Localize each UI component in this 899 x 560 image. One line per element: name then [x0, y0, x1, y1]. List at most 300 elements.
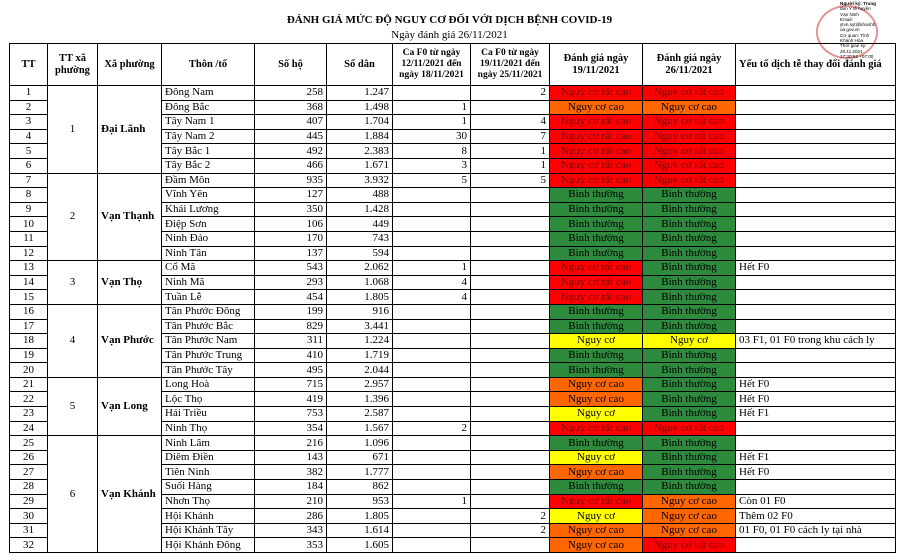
risk-level-26-11: Nguy cơ cao: [643, 509, 736, 524]
population: 594: [327, 246, 393, 261]
risk-level-19-11: Bình thường: [550, 436, 643, 451]
f0-cases-week1: 8: [393, 144, 471, 159]
risk-level-19-11: Nguy cơ rất cao: [550, 144, 643, 159]
epidemiological-factor: [736, 290, 896, 305]
epidemiological-factor: [736, 144, 896, 159]
household-count: 184: [255, 480, 327, 495]
f0-cases-week2: [471, 100, 550, 115]
row-number: 14: [10, 275, 48, 290]
village-name: Lộc Thọ: [162, 392, 255, 407]
household-count: 137: [255, 246, 327, 261]
risk-level-26-11: Nguy cơ: [643, 334, 736, 349]
signature-line: Khánh Hòa: [840, 38, 863, 44]
population: 743: [327, 231, 393, 246]
f0-cases-week2: [471, 392, 550, 407]
household-count: 466: [255, 158, 327, 173]
household-count: 753: [255, 407, 327, 422]
commune-number: 4: [48, 304, 98, 377]
population: 2.062: [327, 261, 393, 276]
f0-cases-week1: [393, 523, 471, 538]
row-number: 30: [10, 509, 48, 524]
household-count: 935: [255, 173, 327, 188]
risk-level-19-11: Nguy cơ: [550, 509, 643, 524]
row-number: 23: [10, 407, 48, 422]
epidemiological-factor: [736, 421, 896, 436]
population: 1.396: [327, 392, 393, 407]
population: 1.224: [327, 334, 393, 349]
risk-level-26-11: Nguy cơ rất cao: [643, 421, 736, 436]
col-header-f0-week1: Ca F0 từ ngày 12/11/2021 đến ngày 18/11/2021: [393, 44, 471, 86]
commune-number: 3: [48, 261, 98, 305]
f0-cases-week1: [393, 202, 471, 217]
table-row: [10, 436, 896, 451]
row-number: 11: [10, 231, 48, 246]
table-row: [10, 261, 896, 276]
row-number: 19: [10, 348, 48, 363]
signature-line: Email:: [840, 16, 853, 22]
f0-cases-week2: 2: [471, 509, 550, 524]
epidemiological-factor: Hết F1: [736, 407, 896, 422]
commune-number: 5: [48, 377, 98, 435]
risk-assessment-table: [9, 43, 896, 553]
commune-name: Vạn Phước: [98, 304, 162, 377]
population: 3.441: [327, 319, 393, 334]
epidemiological-factor: [736, 173, 896, 188]
village-name: Tân Phước Trung: [162, 348, 255, 363]
signature-line: Người ký: Trung: [840, 1, 876, 6]
risk-level-19-11: Bình thường: [550, 217, 643, 232]
f0-cases-week2: [471, 188, 550, 203]
risk-level-26-11: Nguy cơ rất cao: [643, 129, 736, 144]
risk-level-19-11: Nguy cơ: [550, 450, 643, 465]
row-number: 10: [10, 217, 48, 232]
f0-cases-week2: [471, 465, 550, 480]
household-count: 492: [255, 144, 327, 159]
f0-cases-week2: [471, 407, 550, 422]
col-header-so-ho: Số hộ: [255, 44, 327, 86]
f0-cases-week1: 4: [393, 275, 471, 290]
row-number: 20: [10, 363, 48, 378]
epidemiological-factor: [736, 304, 896, 319]
risk-level-26-11: Nguy cơ rất cao: [643, 538, 736, 553]
row-number: 18: [10, 334, 48, 349]
population: 1.671: [327, 158, 393, 173]
col-header-eval-19-11: Đánh giá ngày 19/11/2021: [550, 44, 643, 86]
f0-cases-week2: [471, 231, 550, 246]
f0-cases-week2: [471, 217, 550, 232]
f0-cases-week1: 4: [393, 290, 471, 305]
population: 1.567: [327, 421, 393, 436]
f0-cases-week1: [393, 348, 471, 363]
col-header-thon: Thôn /tổ: [162, 44, 255, 86]
population: 1.096: [327, 436, 393, 451]
risk-level-26-11: Bình thường: [643, 377, 736, 392]
f0-cases-week1: 1: [393, 100, 471, 115]
f0-cases-week2: 7: [471, 129, 550, 144]
f0-cases-week2: [471, 202, 550, 217]
population: 2.957: [327, 377, 393, 392]
col-header-eval-26-11: Đánh giá ngày 26/11/2021: [643, 44, 736, 86]
f0-cases-week1: 5: [393, 173, 471, 188]
f0-cases-week1: [393, 450, 471, 465]
col-header-tt: TT: [10, 44, 48, 86]
signature-line: Thời gian ký:: [840, 43, 867, 49]
f0-cases-week2: [471, 275, 550, 290]
epidemiological-factor: 01 F0, 01 F0 cách ly tại nhà: [736, 523, 896, 538]
village-name: Ninh Mã: [162, 275, 255, 290]
population: 1.614: [327, 523, 393, 538]
risk-level-19-11: Nguy cơ rất cao: [550, 290, 643, 305]
row-number: 28: [10, 480, 48, 495]
risk-level-26-11: Bình thường: [643, 202, 736, 217]
risk-level-19-11: Nguy cơ rất cao: [550, 129, 643, 144]
epidemiological-factor: [736, 363, 896, 378]
risk-level-26-11: Bình thường: [643, 246, 736, 261]
row-number: 6: [10, 158, 48, 173]
risk-level-26-11: Bình thường: [643, 217, 736, 232]
population: 2.383: [327, 144, 393, 159]
row-number: 32: [10, 538, 48, 553]
risk-level-26-11: Bình thường: [643, 392, 736, 407]
household-count: 407: [255, 115, 327, 130]
epidemiological-factor: Hết F0: [736, 377, 896, 392]
epidemiological-factor: Hết F0: [736, 465, 896, 480]
row-number: 26: [10, 450, 48, 465]
household-count: 286: [255, 509, 327, 524]
commune-number: 2: [48, 173, 98, 261]
risk-level-26-11: Bình thường: [643, 275, 736, 290]
row-number: 12: [10, 246, 48, 261]
f0-cases-week2: [471, 261, 550, 276]
page-title: ĐÁNH GIÁ MỨC ĐỘ NGUY CƠ ĐỐI VỚI DỊCH BỆNH COVID-19: [286, 14, 613, 26]
risk-level-19-11: Bình thường: [550, 363, 643, 378]
table-body: [10, 86, 896, 553]
epidemiological-factor: [736, 348, 896, 363]
epidemiological-factor: [736, 202, 896, 217]
row-number: 17: [10, 319, 48, 334]
household-count: 143: [255, 450, 327, 465]
f0-cases-week1: [393, 392, 471, 407]
epidemiological-factor: [736, 436, 896, 451]
village-name: Tây Bắc 2: [162, 158, 255, 173]
commune-name: Đại Lãnh: [98, 86, 162, 174]
household-count: 210: [255, 494, 327, 509]
table-row: [10, 304, 896, 319]
f0-cases-week2: 2: [471, 523, 550, 538]
col-header-factor: Yếu tố dịch tễ thay đổi đánh giá: [736, 44, 896, 86]
household-count: 410: [255, 348, 327, 363]
row-number: 31: [10, 523, 48, 538]
population: 862: [327, 480, 393, 495]
risk-level-26-11: Bình thường: [643, 231, 736, 246]
village-name: Ninh Tân: [162, 246, 255, 261]
village-name: Hội Khánh Đông: [162, 538, 255, 553]
row-number: 13: [10, 261, 48, 276]
village-name: Diêm Điền: [162, 450, 255, 465]
risk-level-19-11: Nguy cơ rất cao: [550, 275, 643, 290]
signature-line: oa.gov.vn: [840, 27, 860, 33]
village-name: Hội Khánh Tây: [162, 523, 255, 538]
village-name: Tây Nam 2: [162, 129, 255, 144]
f0-cases-week1: [393, 304, 471, 319]
population: 1.605: [327, 538, 393, 553]
row-number: 7: [10, 173, 48, 188]
risk-level-26-11: Bình thường: [643, 290, 736, 305]
population: 953: [327, 494, 393, 509]
signature-line: tâm Y tế huyện: [840, 6, 871, 12]
signature-line: Cơ quan: Tỉnh: [840, 32, 870, 38]
row-number: 21: [10, 377, 48, 392]
risk-level-19-11: Bình thường: [550, 348, 643, 363]
risk-level-26-11: Bình thường: [643, 407, 736, 422]
row-number: 22: [10, 392, 48, 407]
village-name: Đông Bắc: [162, 100, 255, 115]
commune-name: Vạn Khánh: [98, 436, 162, 553]
risk-level-26-11: Nguy cơ cao: [643, 523, 736, 538]
epidemiological-factor: [736, 231, 896, 246]
village-name: Đầm Môn: [162, 173, 255, 188]
f0-cases-week2: [471, 377, 550, 392]
epidemiological-factor: Hết F0: [736, 392, 896, 407]
household-count: 311: [255, 334, 327, 349]
f0-cases-week2: [471, 363, 550, 378]
commune-number: 6: [48, 436, 98, 553]
risk-level-26-11: Nguy cơ rất cao: [643, 86, 736, 101]
epidemiological-factor: [736, 246, 896, 261]
village-name: Hội Khánh: [162, 509, 255, 524]
risk-level-26-11: Nguy cơ rất cao: [643, 173, 736, 188]
f0-cases-week1: [393, 246, 471, 261]
village-name: Ninh Lâm: [162, 436, 255, 451]
row-number: 2: [10, 100, 48, 115]
population: 1.777: [327, 465, 393, 480]
row-number: 8: [10, 188, 48, 203]
row-number: 15: [10, 290, 48, 305]
epidemiological-factor: [736, 115, 896, 130]
row-number: 27: [10, 465, 48, 480]
household-count: 350: [255, 202, 327, 217]
epidemiological-factor: [736, 275, 896, 290]
row-number: 25: [10, 436, 48, 451]
village-name: Long Hoà: [162, 377, 255, 392]
risk-level-19-11: Nguy cơ: [550, 334, 643, 349]
village-name: Ninh Thọ: [162, 421, 255, 436]
f0-cases-week2: 5: [471, 173, 550, 188]
population: 1.428: [327, 202, 393, 217]
commune-name: Vạn Thọ: [98, 261, 162, 305]
household-count: 293: [255, 275, 327, 290]
village-name: Tân Phước Nam: [162, 334, 255, 349]
f0-cases-week1: [393, 334, 471, 349]
population: 1.247: [327, 86, 393, 101]
epidemiological-factor: [736, 100, 896, 115]
household-count: 454: [255, 290, 327, 305]
village-name: Ninh Đảo: [162, 231, 255, 246]
row-number: 4: [10, 129, 48, 144]
village-name: Tây Bắc 1: [162, 144, 255, 159]
household-count: 353: [255, 538, 327, 553]
epidemiological-factor: [736, 480, 896, 495]
risk-level-19-11: Bình thường: [550, 246, 643, 261]
village-name: Cổ Mã: [162, 261, 255, 276]
village-name: Hải Triều: [162, 407, 255, 422]
epidemiological-factor: [736, 129, 896, 144]
risk-level-26-11: Bình thường: [643, 304, 736, 319]
f0-cases-week2: 1: [471, 158, 550, 173]
f0-cases-week1: 2: [393, 421, 471, 436]
f0-cases-week1: 1: [393, 261, 471, 276]
household-count: 445: [255, 129, 327, 144]
f0-cases-week2: [471, 480, 550, 495]
risk-level-19-11: Nguy cơ: [550, 407, 643, 422]
risk-level-26-11: Nguy cơ cao: [643, 100, 736, 115]
f0-cases-week2: 1: [471, 144, 550, 159]
household-count: 495: [255, 363, 327, 378]
village-name: Tây Nam 1: [162, 115, 255, 130]
population: 3.932: [327, 173, 393, 188]
risk-level-26-11: Bình thường: [643, 261, 736, 276]
village-name: Khải Lương: [162, 202, 255, 217]
row-number: 29: [10, 494, 48, 509]
f0-cases-week2: 2: [471, 86, 550, 101]
village-name: Nhơn Thọ: [162, 494, 255, 509]
household-count: 543: [255, 261, 327, 276]
epidemiological-factor: [736, 217, 896, 232]
row-number: 9: [10, 202, 48, 217]
population: 1.805: [327, 509, 393, 524]
village-name: Tân Phước Bắc: [162, 319, 255, 334]
f0-cases-week1: 1: [393, 115, 471, 130]
f0-cases-week1: [393, 377, 471, 392]
household-count: 829: [255, 319, 327, 334]
risk-level-26-11: Nguy cơ rất cao: [643, 144, 736, 159]
risk-level-19-11: Nguy cơ cao: [550, 465, 643, 480]
f0-cases-week1: [393, 465, 471, 480]
col-header-f0-week2: Ca F0 từ ngày 19/11/2021 đến ngày 25/11/2021: [471, 44, 550, 86]
f0-cases-week2: [471, 538, 550, 553]
epidemiological-factor: Thêm 02 F0: [736, 509, 896, 524]
signature-line: Vạn Ninh: [840, 11, 859, 17]
table-row: [10, 173, 896, 188]
village-name: Tiên Ninh: [162, 465, 255, 480]
village-name: Đông Nam: [162, 86, 255, 101]
col-header-so-dan: Số dân: [327, 44, 393, 86]
population: 2.044: [327, 363, 393, 378]
epidemiological-factor: Hết F0: [736, 261, 896, 276]
household-count: 216: [255, 436, 327, 451]
f0-cases-week1: 30: [393, 129, 471, 144]
f0-cases-week1: [393, 86, 471, 101]
commune-name: Vạn Long: [98, 377, 162, 435]
risk-level-26-11: Bình thường: [643, 465, 736, 480]
risk-level-26-11: Bình thường: [643, 319, 736, 334]
f0-cases-week2: [471, 421, 550, 436]
population: 488: [327, 188, 393, 203]
signature-line: 17:30:52 +07:00: [840, 53, 874, 59]
household-count: 106: [255, 217, 327, 232]
row-number: 1: [10, 86, 48, 101]
household-count: 343: [255, 523, 327, 538]
village-name: Tân Phước Tây: [162, 363, 255, 378]
f0-cases-week2: [471, 450, 550, 465]
population: 1.704: [327, 115, 393, 130]
table-row: [10, 86, 896, 101]
risk-level-19-11: Nguy cơ rất cao: [550, 115, 643, 130]
risk-level-19-11: Nguy cơ cao: [550, 377, 643, 392]
col-header-xa-phuong: Xã phường: [98, 44, 162, 86]
risk-level-19-11: Nguy cơ rất cao: [550, 86, 643, 101]
signature-line: 26.11.2021: [840, 48, 863, 54]
household-count: 368: [255, 100, 327, 115]
epidemiological-factor: [736, 538, 896, 553]
population: 1.884: [327, 129, 393, 144]
risk-level-26-11: Bình thường: [643, 363, 736, 378]
population: 1.719: [327, 348, 393, 363]
risk-level-26-11: Nguy cơ rất cao: [643, 115, 736, 130]
f0-cases-week2: 4: [471, 115, 550, 130]
risk-level-26-11: Bình thường: [643, 480, 736, 495]
village-name: Vĩnh Yên: [162, 188, 255, 203]
risk-level-26-11: Bình thường: [643, 436, 736, 451]
risk-level-19-11: Nguy cơ cao: [550, 538, 643, 553]
f0-cases-week1: 1: [393, 494, 471, 509]
f0-cases-week1: [393, 480, 471, 495]
f0-cases-week1: [393, 538, 471, 553]
col-header-tt-xa: TT xã phường: [48, 44, 98, 86]
epidemiological-factor: Hết F1: [736, 450, 896, 465]
f0-cases-week1: [393, 231, 471, 246]
risk-level-19-11: Bình thường: [550, 480, 643, 495]
commune-name: Vạn Thạnh: [98, 173, 162, 261]
population: 671: [327, 450, 393, 465]
risk-level-19-11: Nguy cơ rất cao: [550, 173, 643, 188]
f0-cases-week1: 3: [393, 158, 471, 173]
f0-cases-week2: [471, 436, 550, 451]
household-count: 382: [255, 465, 327, 480]
f0-cases-week1: [393, 436, 471, 451]
f0-cases-week2: [471, 319, 550, 334]
epidemiological-factor: 03 F1, 01 F0 trong khu cách ly: [736, 334, 896, 349]
village-name: Tân Phước Đông: [162, 304, 255, 319]
population: 916: [327, 304, 393, 319]
household-count: 354: [255, 421, 327, 436]
f0-cases-week2: [471, 334, 550, 349]
village-name: Suối Hàng: [162, 480, 255, 495]
epidemiological-factor: [736, 158, 896, 173]
risk-level-19-11: Nguy cơ rất cao: [550, 261, 643, 276]
household-count: 258: [255, 86, 327, 101]
row-number: 3: [10, 115, 48, 130]
population: 1.068: [327, 275, 393, 290]
epidemiological-factor: Còn 01 F0: [736, 494, 896, 509]
risk-level-26-11: Nguy cơ cao: [643, 494, 736, 509]
row-number: 16: [10, 304, 48, 319]
epidemiological-factor: [736, 86, 896, 101]
row-number: 5: [10, 144, 48, 159]
risk-level-19-11: Nguy cơ cao: [550, 100, 643, 115]
household-count: 715: [255, 377, 327, 392]
f0-cases-week1: [393, 363, 471, 378]
f0-cases-week1: [393, 217, 471, 232]
risk-level-19-11: Bình thường: [550, 188, 643, 203]
f0-cases-week2: [471, 246, 550, 261]
epidemiological-factor: [736, 188, 896, 203]
village-name: Điệp Sơn: [162, 217, 255, 232]
risk-level-19-11: Bình thường: [550, 202, 643, 217]
f0-cases-week2: [471, 494, 550, 509]
household-count: 170: [255, 231, 327, 246]
f0-cases-week2: [471, 304, 550, 319]
